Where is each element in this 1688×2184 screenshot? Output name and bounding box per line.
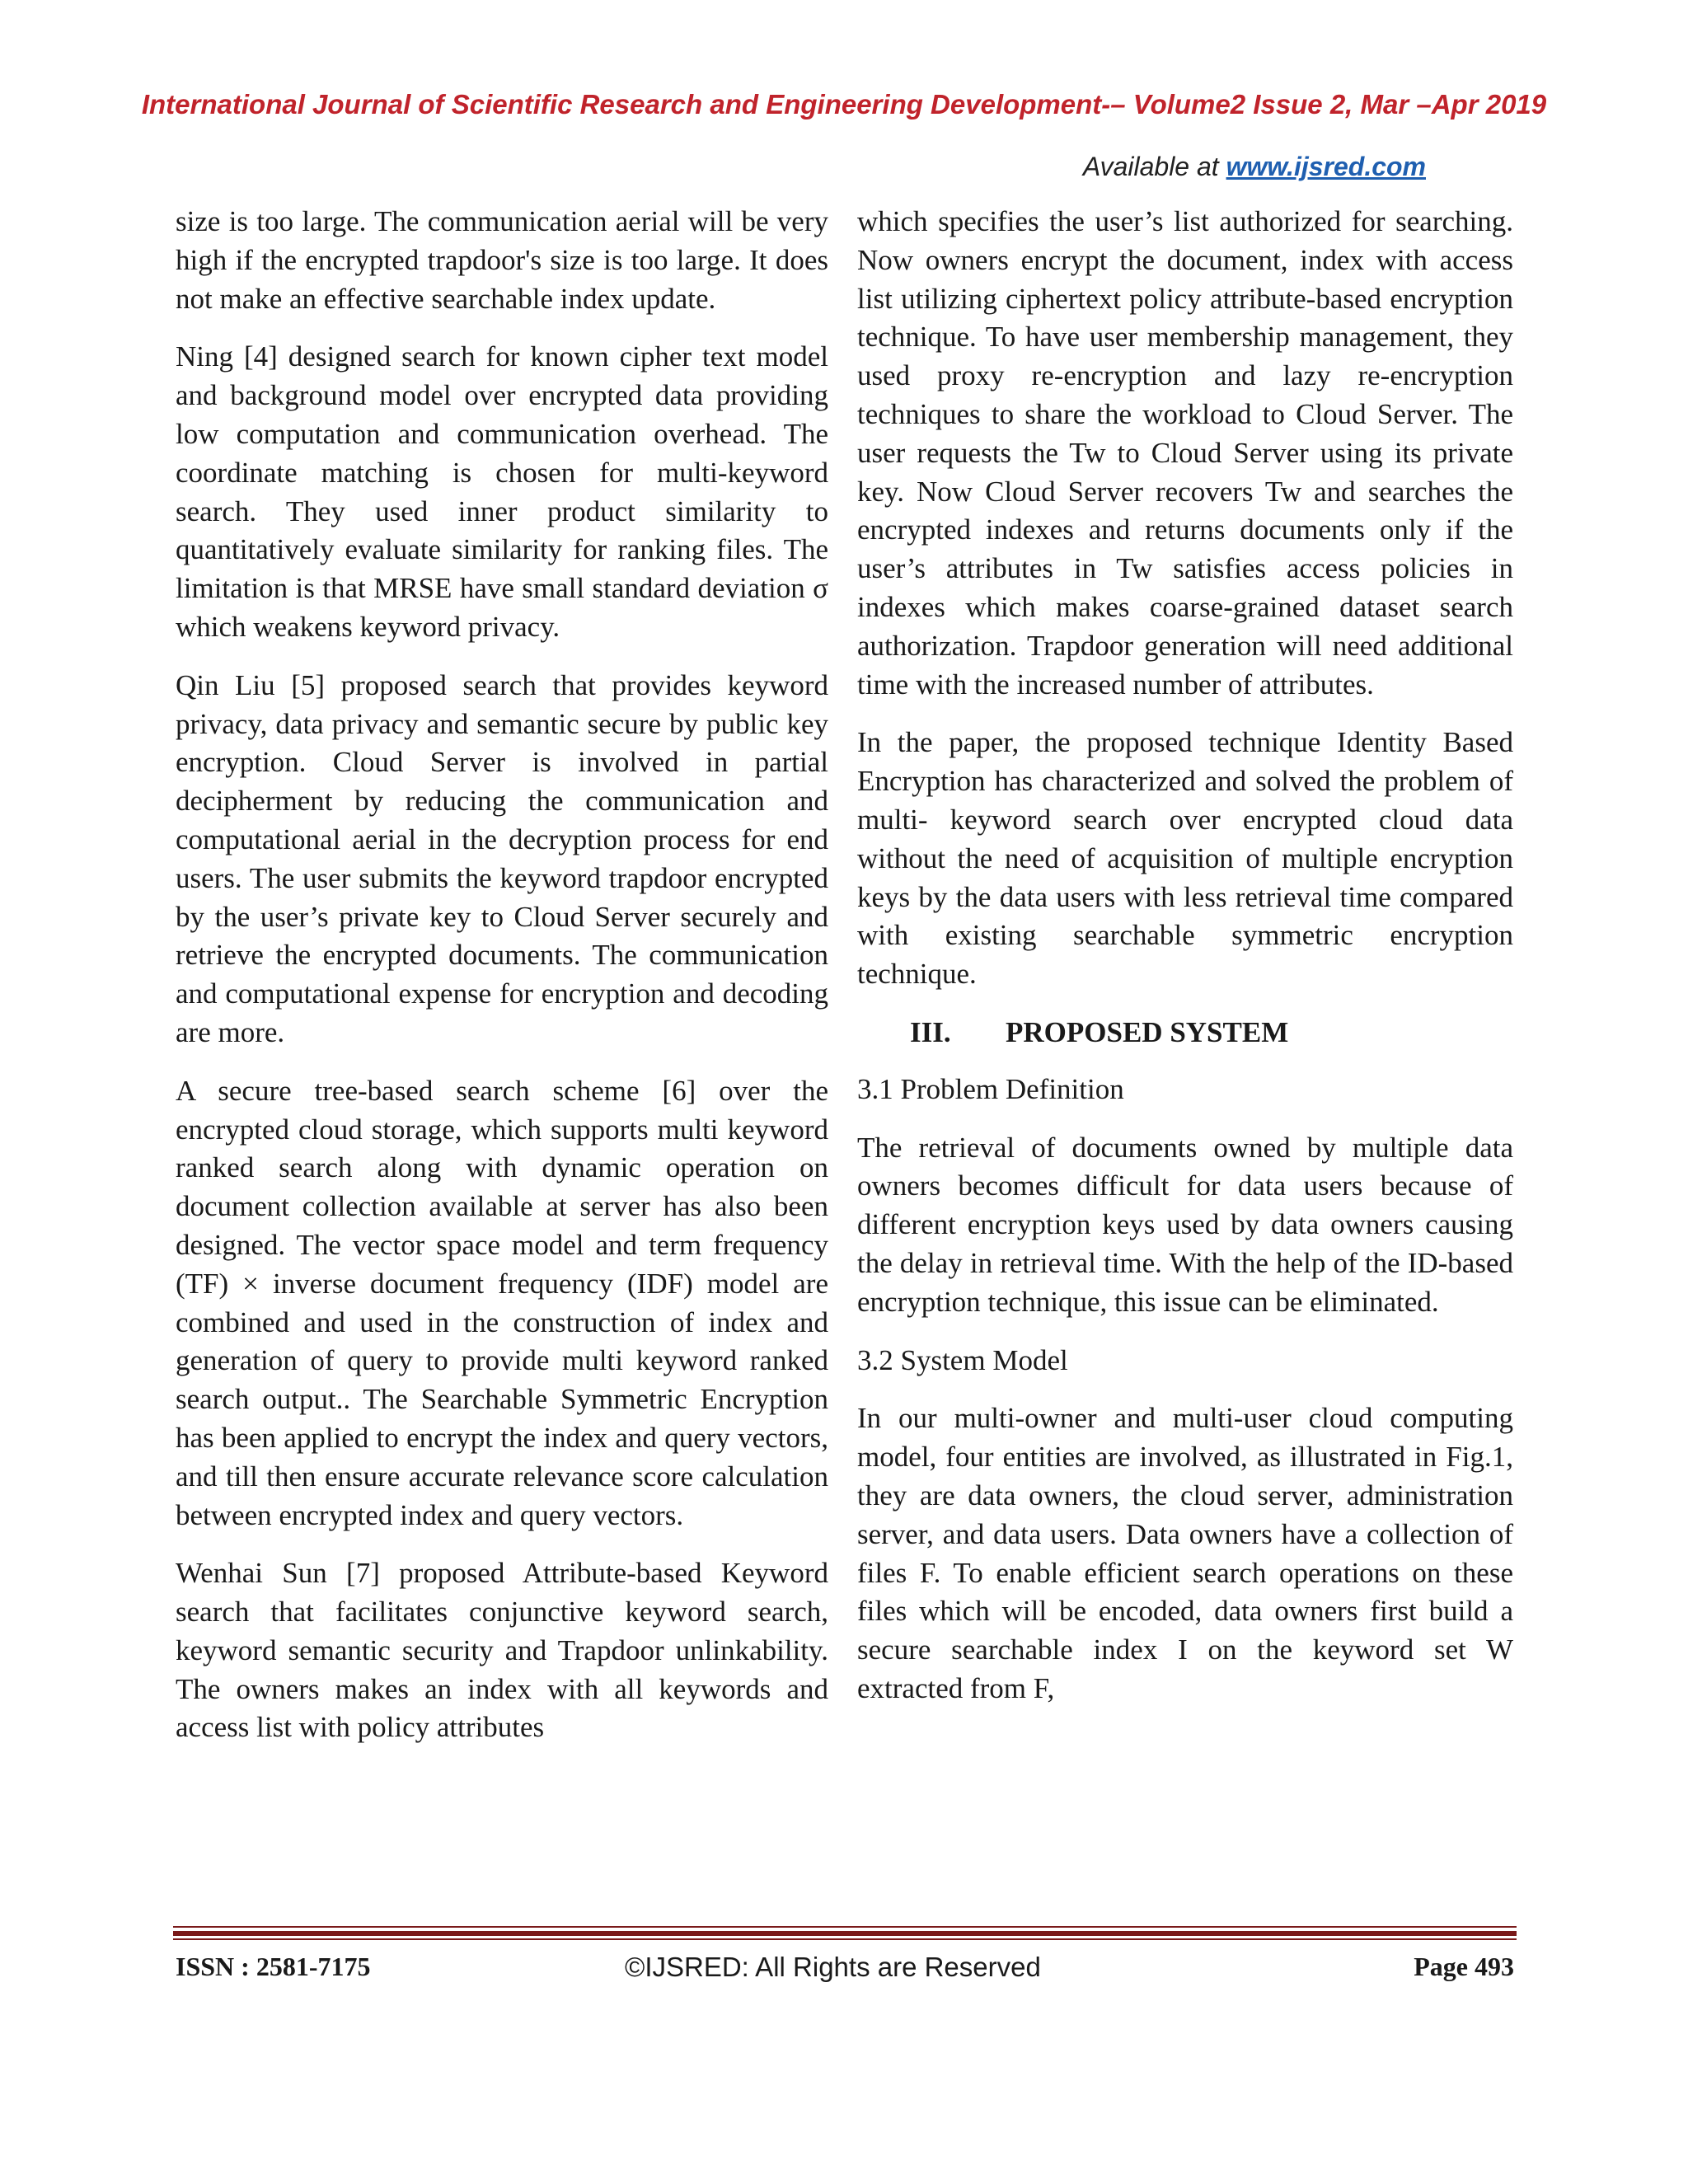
footer-rule xyxy=(173,1931,1517,1936)
available-prefix: Available at xyxy=(1082,152,1226,181)
subsection-heading: 3.2 System Model xyxy=(857,1343,1068,1376)
footer-rule xyxy=(173,1926,1517,1928)
footer-rule xyxy=(173,1938,1517,1940)
footer-copyright: ©IJSRED: All Rights are Reserved xyxy=(625,1952,1041,1982)
right-column xyxy=(857,203,1513,1728)
page-footer xyxy=(176,1952,1514,1993)
left-column xyxy=(176,203,828,1767)
journal-header: International Journal of Scientific Research and Engineering Development-– Volume2 Issue 2, Mar –Apr 2019 xyxy=(141,89,1547,120)
paragraph: A secure tree-based search scheme [6] over the encrypted cloud storage, which supports multi keyword ranked search along with dynamic operation on document collection available at server has also been designed. The vector space model and term frequency (TF) × inverse document frequency (IDF) model are combined and used in the construction of index and generation of query to provide multi keyword ranked search output.. The Searchable Symmetric Encryption has been applied to encrypt the index and query vectors, and till then ensure accurate relevance score calculation between encrypted index and query vectors. xyxy=(176,1074,828,1531)
paragraph: which specifies the user’s list authorized for searching. Now owners encrypt the document, index with access list utilizing ciphertext policy attribute-based encryption technique. To have user membership management, they used proxy re-encryption and lazy re-encryption techniques to share the workload to Cloud Server. The user requests the Tw to Cloud Server using its private key. Now Cloud Server recovers Tw and searches the encrypted indexes and returns documents only if the user’s attributes in Tw satisfies access policies in indexes which makes coarse-grained dataset search authorization. Trapdoor generation will need additional time with the increased number of attributes. xyxy=(857,205,1513,701)
paragraph: size is too large. The communication aerial will be very high if the encrypted trapdoor's size is too large. It does not make an effective searchable index update. xyxy=(176,205,828,315)
paragraph: Qin Liu [5] proposed search that provides keyword privacy, data privacy and semantic secure by public key encryption. Cloud Server is involved in partial decipherment by reducing the communication and computational aerial in the decryption process for end users. The user submits the keyword trapdoor encrypted by the user’s private key to Cloud Server securely and retrieve the encrypted documents. The communication and computational expense for encryption and decoding are more. xyxy=(176,668,828,1048)
availability-line xyxy=(1083,152,1426,182)
journal-website-link[interactable]: www.ijsred.com xyxy=(1226,152,1426,181)
paragraph: Ning [4] designed search for known cipher text model and background model over encrypted data providing low computation and communication overhead. The coordinate matching is chosen for multi-keyword search. They used inner product similarity to quantitatively evaluate similarity for ranking files. The limitation is that MRSE have small standard deviation σ which weakens keyword privacy. xyxy=(176,340,828,643)
paragraph: In our multi-owner and multi-user cloud computing model, four entities are involved, as illustrated in Fig.1, they are data owners, the cloud server, administration server, and data users. Data owners have a collection of files F. To enable efficient search operations on these files which will be encoded, data owners first build a secure searchable index I on the keyword set W extracted from F, xyxy=(857,1402,1513,1704)
paragraph: In the paper, the proposed technique Identity Based Encryption has characterized and solved the problem of multi- keyword search over encrypted cloud data without the need of acquisition of multiple encryption keys by the data users with less retrieval time compared with existing searchable symmetric encryption technique. xyxy=(857,726,1513,991)
footer-issn: ISSN : 2581-7175 xyxy=(176,1952,371,1981)
paragraph: Wenhai Sun [7] proposed Attribute-based Keyword search that facilitates conjunctive keyword search, keyword semantic security and Trapdoor unlinkability. The owners makes an index with all keywords and access list with policy attributes xyxy=(176,1557,828,1744)
footer-page-number: Page 493 xyxy=(1414,1952,1514,1981)
paragraph: The retrieval of documents owned by multiple data owners becomes difficult for data users because of different encryption keys used by data owners causing the delay in retrieval time. With the help of the ID-based encryption technique, this issue can be eliminated. xyxy=(857,1131,1513,1318)
section-number: III. xyxy=(910,1015,951,1048)
section-heading xyxy=(857,1014,1513,1052)
section-title: PROPOSED SYSTEM xyxy=(1006,1015,1289,1048)
subsection-heading: 3.1 Problem Definition xyxy=(857,1072,1124,1105)
